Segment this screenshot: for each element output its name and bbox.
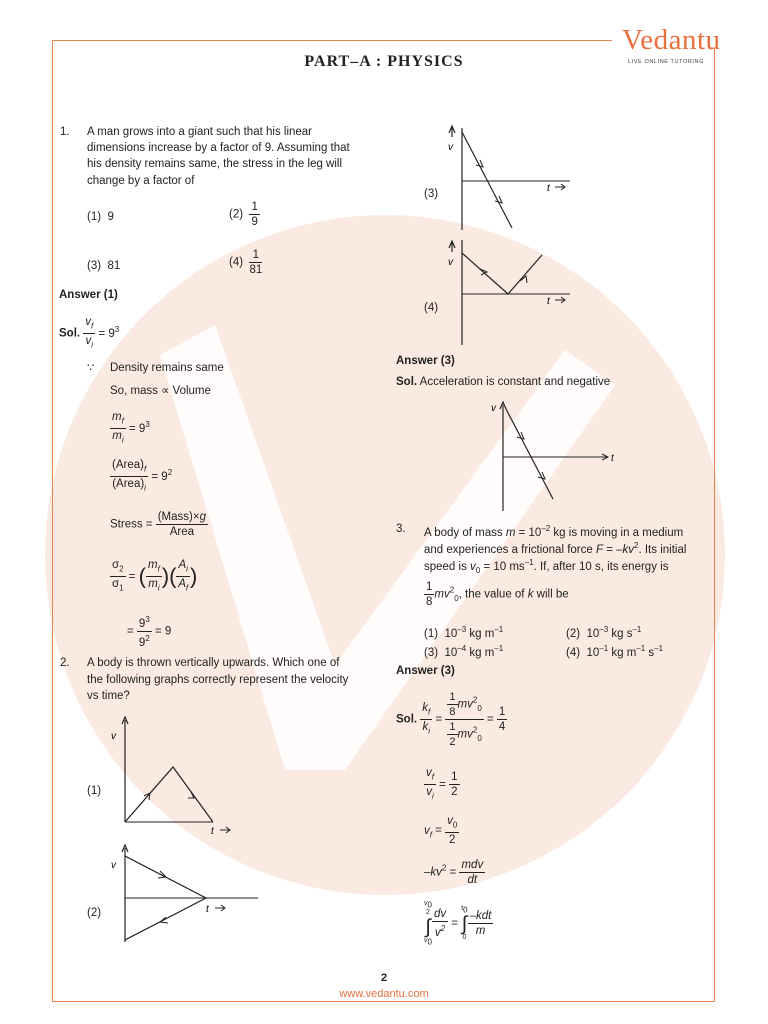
q3-line-4: $\frac{1}{8}$ $mv^2_0$, the value of k will be <box>426 581 569 608</box>
q2-graph-2 <box>108 840 258 950</box>
q2-g3-axis-v: v <box>448 142 453 153</box>
q2-g2-axis-v: v <box>111 860 116 871</box>
q1-sigma-ratio: $\frac{\sigma_2}{\sigma_1}$ = ( $\frac{m_f}{m_i}$ )( $\frac{A_i}{A_f}$ ) <box>112 559 198 593</box>
q1-option-3: (3) 81 <box>87 260 121 272</box>
q2-option-2-label: (2) <box>87 907 102 919</box>
q2-option-1-label: (1) <box>87 785 102 797</box>
q1-sol-eq1: Sol. $\frac{v_f}{v_i}$ = $9^3$ <box>59 316 120 350</box>
footer-url[interactable]: www.vedantu.com <box>339 988 429 1000</box>
q2-g4-axis-t: t <box>547 296 550 307</box>
q3-option-3: (3) $10^{-4}$ kg $m^{-1}$ <box>424 644 504 659</box>
q1-option-1: (1) 9 <box>87 211 114 223</box>
q2-line-1: A body is thrown vertically upwards. Which one of <box>87 657 340 669</box>
q3-option-2: (2) $10^{-3}$ kg $s^{-1}$ <box>566 625 642 640</box>
q1-mass-volume: So, mass ∝ Volume <box>110 385 211 397</box>
q1-option-2: (2) $\frac{1}{9}$ <box>229 201 258 228</box>
q2-g1-axis-t: t <box>211 826 214 837</box>
q3-sol-eq2: $\frac{v_f}{v_i}$ = $\frac{1}{2}$ <box>426 767 458 801</box>
q2-option-3-label: (3) <box>424 188 439 200</box>
q3-line-3: speed is $v_0 = 10$ $ms^{-1}$. If, after 10 s, its energy is <box>424 558 669 576</box>
q3-number: 3. <box>396 523 406 535</box>
q2-graph-3 <box>445 120 575 240</box>
sol-graph-axis-t: t <box>611 453 614 464</box>
q2-answer: Answer (3) <box>396 355 455 367</box>
q1-result: = $\frac{9^3}{9^2}$ = 9 <box>127 615 172 649</box>
q3-sol-eq4: $-kv^2$ = $\frac{\text{mdv}}{dt}$ <box>424 859 484 886</box>
q2-g3-axis-t: t <box>547 183 550 194</box>
sol-graph-axis-v: v <box>491 403 496 414</box>
q2-graph-1 <box>108 712 238 842</box>
q3-line-1: A body of mass $m = 10^{-2}$ kg is moving in a medium <box>424 524 684 539</box>
q3-sol-eq5: $v_0$ 2 ∫ $v_0$ $\frac{dv}{v^2}$ = $t_0$ ∫ 0 $\frac{\text{–kdt}}{m}$ <box>424 900 492 947</box>
q2-solution-graph <box>480 395 620 515</box>
page-title: PART–A : PHYSICS <box>304 53 464 70</box>
q2-g1-axis-v: v <box>111 731 116 742</box>
because-symbol: ∵ <box>87 362 95 374</box>
q2-line-2: the following graphs correctly represent the velocity <box>87 674 349 686</box>
q2-line-3: vs time? <box>87 690 130 702</box>
q1-line-1: A man grows into a giant such that his linear <box>87 126 313 138</box>
q2-number: 2. <box>60 657 70 669</box>
q1-option-4: (4) $\frac{1}{81}$ <box>229 249 263 276</box>
q2-option-4-label: (4) <box>424 302 439 314</box>
page-number: 2 <box>380 972 388 984</box>
q3-answer: Answer (3) <box>396 665 455 677</box>
q1-line-3: his density remains same, the stress in the leg will <box>87 158 343 170</box>
q1-line-4: change by a factor of <box>87 175 195 187</box>
q3-sol-eq3: $v_f$ = $\frac{v_0}{2}$ <box>424 815 458 847</box>
q3-sol-eq1: Sol. $\frac{k_f}{k_i}$ = $\frac{1}{8}$ $mv^2_0$ $\frac{1}{2}$ $mv^2_0$ = $\frac{1}{4}$ <box>396 691 506 748</box>
q2-graph-4 <box>445 235 575 350</box>
q1-mass-ratio: $\frac{m_f}{m_i}$ = $9^3$ <box>112 411 150 445</box>
q3-line-2: and experiences a frictional force $F = -kv^2$. Its initial <box>424 541 687 556</box>
q3-option-1: (1) $10^{-3}$ kg $m^{-1}$ <box>424 625 504 640</box>
q1-area-ratio: $\frac{(Area)_f}{(Area)_i}$ = $9^2$ <box>112 459 173 493</box>
q2-g4-axis-v: v <box>448 257 453 268</box>
logo-tagline: LIVE ONLINE TUTORING <box>628 59 704 65</box>
q2-solution: Sol. Acceleration is constant and negative <box>396 376 611 388</box>
q1-number: 1. <box>60 126 70 138</box>
q1-answer: Answer (1) <box>59 289 118 301</box>
q3-option-4: (4) $10^{-1}$ kg $m^{-1}$ $s^{-1}$ <box>566 644 664 659</box>
q1-line-2: dimensions increase by a factor of 9. Assuming that <box>87 142 350 154</box>
q1-stress-formula: Stress = $\frac{\text{(Mass)×g}}{\text{Area}}$ <box>110 511 206 538</box>
q2-g2-axis-t: t <box>206 904 209 915</box>
vedantu-logo[interactable]: Vedantu <box>622 24 721 56</box>
q1-density-same: Density remains same <box>110 362 224 374</box>
